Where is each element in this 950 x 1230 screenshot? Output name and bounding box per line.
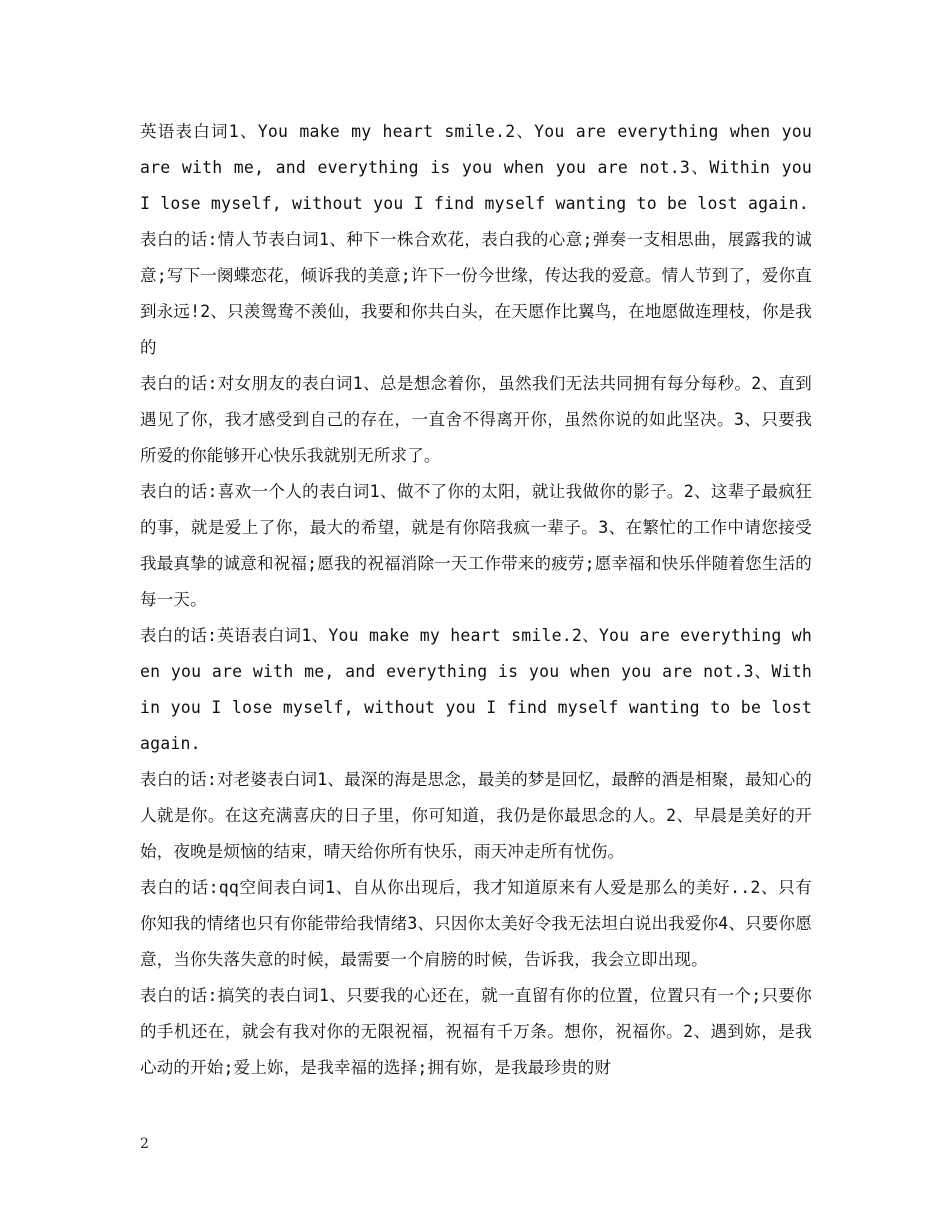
paragraph-valentines-confession: 表白的话:情人节表白词1、种下一株合欢花，表白我的心意;弹奏一支相思曲，展露我的诚意;写下一阕蝶恋花，倾诉我的美意;许下一份今世缘，传达我的爱意。情人节到了，爱你直到永远!2、只羡鸳鸯不羡仙，我要和你共白头，在天愿作比翼鸟，在地愿做连理枝，你是我的 [140,230,812,357]
paragraph-english-confession: 英语表白词1、You make my heart smile.2、You are everything when you are with me, and everything is you when you are not.3、Within you I lose myself, without you I find myself wanting to be lost again. [140,122,812,213]
paragraph-funny-confession: 表白的话:搞笑的表白词1、只要我的心还在，就一直留有你的位置，位置只有一个;只要你的手机还在，就会有我对你的无限祝福，祝福有千万条。想你，祝福你。2、遇到妳，是我心动的开始;爱上妳，是我幸福的选择;拥有妳，是我最珍贵的财 [140,986,812,1077]
page-number: 2 [140,1136,149,1152]
paragraph-qq-space-confession: 表白的话:qq空间表白词1、自从你出现后，我才知道原来有人爱是那么的美好..2、只有你知我的情绪也只有你能带给我情绪3、只因你太美好令我无法坦白说出我爱你4、只要你愿意，当你失落失意的时候，最需要一个肩膀的时候，告诉我，我会立即出现。 [140,878,812,969]
document-body [140,114,812,1086]
paragraph-wife-confession: 表白的话:对老婆表白词1、最深的海是思念，最美的梦是回忆，最醉的酒是相聚，最知心的人就是你。在这充满喜庆的日子里，你可知道，我仍是你最思念的人。2、早晨是美好的开始，夜晚是烦恼的结束，晴天给你所有快乐，雨天冲走所有忧伤。 [140,770,812,861]
paragraph-english-confession-repeat: 表白的话:英语表白词1、You make my heart smile.2、You are everything when you are with me, and everything is you when you are not.3、Within you I lose myself, without you I find myself wanting to be lost again. [140,626,812,753]
paragraph-liking-someone-confession: 表白的话:喜欢一个人的表白词1、做不了你的太阳，就让我做你的影子。2、这辈子最疯狂的事，就是爱上了你，最大的希望，就是有你陪我疯一辈子。3、在繁忙的工作中请您接受我最真挚的诚意和祝福;愿我的祝福消除一天工作带来的疲劳;愿幸福和快乐伴随着您生活的每一天。 [140,482,812,609]
paragraph-girlfriend-confession: 表白的话:对女朋友的表白词1、总是想念着你，虽然我们无法共同拥有每分每秒。2、直到遇见了你，我才感受到自己的存在，一直舍不得离开你，虽然你说的如此坚决。3、只要我所爱的你能够开心快乐我就别无所求了。 [140,374,812,465]
